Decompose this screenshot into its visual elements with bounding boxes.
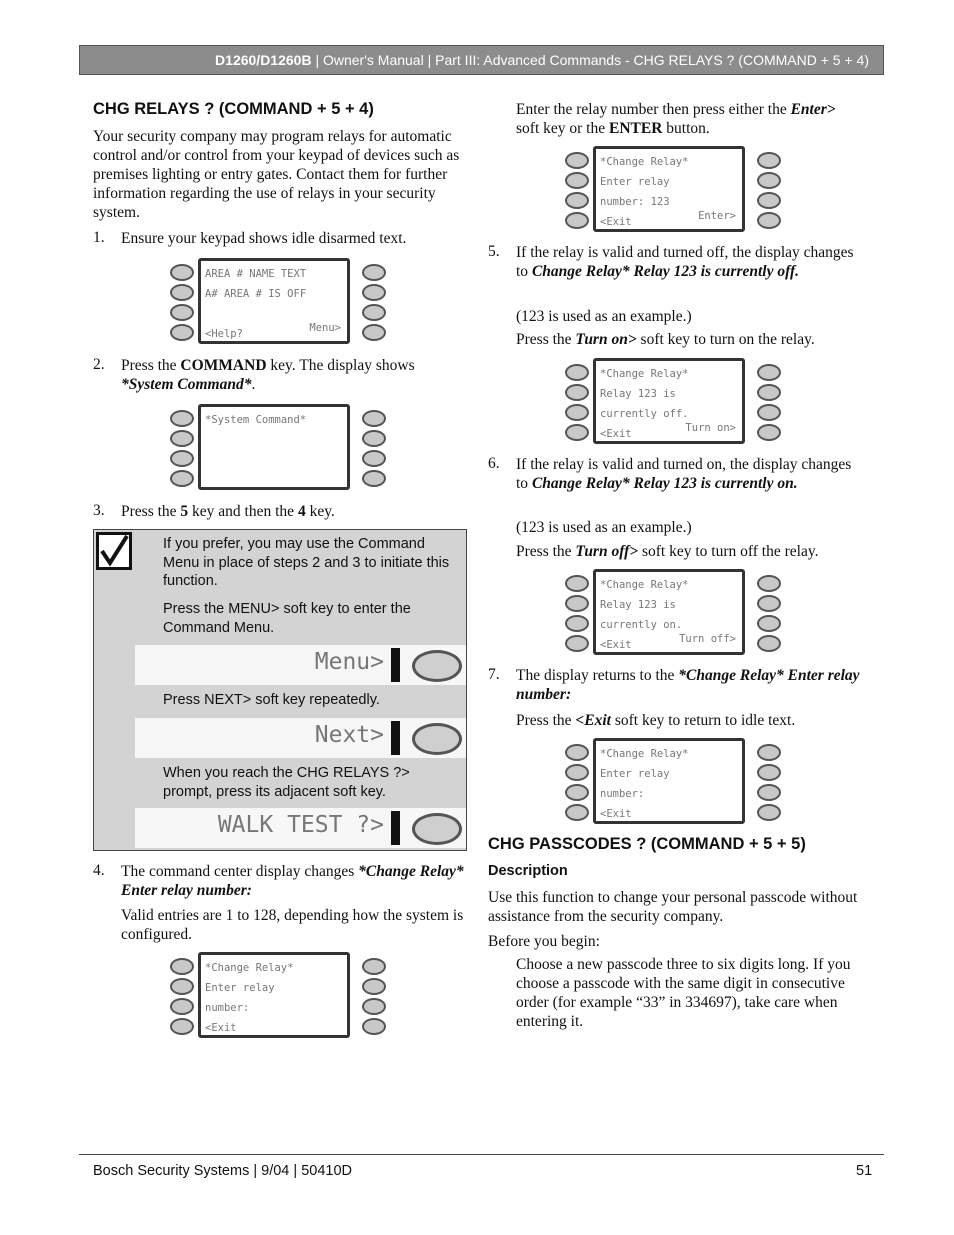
left-soft-key-3[interactable] [170,450,194,467]
step-3-text: Press the 5 key and then the 4 key. [121,503,335,520]
left-soft-key-3[interactable] [565,192,589,209]
keypad-display-idle [170,258,392,350]
lcd-screen [593,358,745,444]
note-text-1: If you prefer, you may use the Command Menu in place of steps 2 and 3 to initiate this function. [163,536,450,589]
right-soft-key-3[interactable] [362,998,386,1015]
left-soft-key-3[interactable] [565,404,589,421]
menu-label: Menu> [314,649,384,675]
intro-paragraph: Your security company may program relays for automatic control and/or control from your keypad of devices such as premises lighting or entry gates. Contact them for further information regarding the use of relays in your security system. [93,128,460,221]
step-number: 3. [93,502,105,519]
left-soft-key-2[interactable] [170,978,194,995]
right-soft-key-2[interactable] [362,978,386,995]
lcd-line [205,450,343,470]
lcd-screen [593,146,745,232]
lcd-line: *Change Relay* [205,962,294,974]
menu-softkey-strip [135,645,466,685]
left-soft-key-1[interactable] [565,364,589,381]
left-soft-key-2[interactable] [170,284,194,301]
right-soft-key-4[interactable] [362,470,386,487]
choose-passcode-text: Choose a new passcode three to six digits long. If you choose a passcode with the same digit in consecutive order (for example “33” in 334697), take care when entering it. [516,956,851,1030]
right-soft-key-1[interactable] [757,744,781,761]
step-7-text: The display returns to the *Change Relay* Enter relay number: [516,667,860,703]
section-title-chg-relays: CHG RELAYS ? (COMMAND + 5 + 4) [93,100,374,118]
right-soft-key-2[interactable] [362,284,386,301]
left-soft-key-4[interactable] [170,1018,194,1035]
lcd-screen [198,258,350,344]
lcd-line: *System Command* [205,414,307,426]
lcd-line [205,430,343,450]
right-soft-key-2[interactable] [362,430,386,447]
left-soft-key-1[interactable] [565,152,589,169]
left-soft-key-3[interactable] [170,304,194,321]
example-note: (123 is used as an example.) [516,519,692,536]
next-softkey-strip [135,718,466,758]
lcd-line [205,470,343,490]
left-soft-key-1[interactable] [565,575,589,592]
left-soft-key-4[interactable] [565,635,589,652]
lcd-softkey-label: Enter> [698,210,736,222]
lcd-line: Enter relay [600,176,670,188]
lcd-line: Relay 123 is [600,388,676,400]
right-soft-key-1[interactable] [362,264,386,281]
right-soft-key-2[interactable] [757,764,781,781]
step-number: 5. [488,243,500,260]
left-soft-key-3[interactable] [170,998,194,1015]
right-soft-key-2[interactable] [757,172,781,189]
lcd-line: A# AREA # IS OFF [205,288,307,300]
right-soft-key-4[interactable] [757,424,781,441]
left-soft-key-1[interactable] [170,264,194,281]
header-model: D1260/D1260B [215,52,312,68]
lcd-screen [198,952,350,1038]
right-soft-key-4[interactable] [362,324,386,341]
step-2-text: Press the COMMAND key. The display shows *System Command*. [121,357,415,393]
footer-rule [79,1154,884,1155]
right-soft-key-1[interactable] [362,958,386,975]
cursor-bar [391,648,400,682]
right-soft-key-3[interactable] [362,450,386,467]
lcd-line: Relay 123 is [600,599,676,611]
note-text-2: Press the MENU> soft key to enter the Command Menu. [163,601,411,636]
lcd-line: AREA # NAME TEXT [205,268,307,280]
right-soft-key-1[interactable] [757,152,781,169]
right-soft-key-3[interactable] [757,615,781,632]
lcd-line: number: [205,1002,250,1014]
keypad-display-enter-123 [565,146,787,238]
step-1-text: Ensure your keypad shows idle disarmed text. [121,230,407,247]
example-note: (123 is used as an example.) [516,308,692,325]
step-number: 2. [93,356,105,373]
lcd-line: <Exit [600,428,632,440]
turn-off-text: Press the Turn off> soft key to turn off the relay. [516,543,819,560]
header-text: | Owner's Manual | Part III: Advanced Commands - CHG RELAYS ? (COMMAND + 5 + 4) [311,52,869,68]
left-soft-key-4[interactable] [565,424,589,441]
step-4-valid-entries: Valid entries are 1 to 128, depending how the system is configured. [121,907,464,943]
lcd-line: number: 123 [600,196,670,208]
right-soft-key-4[interactable] [757,212,781,229]
step-4-text: The command center display changes *Change Relay* Enter relay number: [121,863,464,899]
left-soft-key-3[interactable] [565,784,589,801]
lcd-line: <Exit [600,808,632,820]
left-soft-key-1[interactable] [170,958,194,975]
walk-test-softkey-strip [135,808,466,848]
page-number: 51 [856,1163,873,1179]
lcd-line: *Change Relay* [600,368,689,380]
lcd-line: *Change Relay* [600,156,689,168]
walk-test-soft-key[interactable] [412,813,462,845]
left-soft-key-4[interactable] [565,804,589,821]
left-soft-key-3[interactable] [565,615,589,632]
left-soft-key-2[interactable] [170,430,194,447]
lcd-line: Enter relay [205,982,275,994]
lcd-line: currently on. [600,619,683,631]
keypad-display-relay-on [565,569,787,661]
lcd-line: Enter relay [600,768,670,780]
step-6-text: If the relay is valid and turned on, the display changes to Change Relay* Relay 123 is currently on. [516,456,852,492]
lcd-softkey-label: Turn on> [685,422,736,434]
left-soft-key-4[interactable] [565,212,589,229]
step-number: 7. [488,666,500,683]
note-text-3: Press NEXT> soft key repeatedly. [163,692,380,708]
lcd-screen [593,569,745,655]
right-soft-key-2[interactable] [757,384,781,401]
step-5-text: If the relay is valid and turned off, the display changes to Change Relay* Relay 123 is currently off. [516,244,854,280]
right-soft-key-3[interactable] [757,784,781,801]
turn-on-text: Press the Turn on> soft key to turn on the relay. [516,331,815,348]
right-soft-key-1[interactable] [757,575,781,592]
next-soft-key[interactable] [412,723,462,755]
right-soft-key-3[interactable] [757,404,781,421]
walk-test-label: WALK TEST ?> [217,812,384,838]
before-you-begin: Before you begin: [488,933,600,950]
lcd-screen [593,738,745,824]
section-title-chg-passcodes: CHG PASSCODES ? (COMMAND + 5 + 5) [488,835,806,853]
lcd-line: currently off. [600,408,689,420]
right-soft-key-1[interactable] [757,364,781,381]
step-number: 4. [93,862,105,879]
description-heading: Description [488,863,568,879]
left-soft-key-1[interactable] [170,410,194,427]
lcd-line: *Change Relay* [600,748,689,760]
note-text-4: When you reach the CHG RELAYS ?> prompt, press its adjacent soft key. [163,765,410,800]
lcd-softkey-label: Menu> [309,322,341,334]
cursor-bar [391,721,400,755]
checkmark-icon [96,532,132,570]
lcd-line: *Change Relay* [600,579,689,591]
cursor-bar [391,811,400,845]
lcd-line: <Help? [205,328,243,340]
next-label: Next> [314,722,384,748]
left-soft-key-2[interactable] [565,595,589,612]
left-soft-key-4[interactable] [170,324,194,341]
description-text: Use this function to change your personal passcode without assistance from the security company. [488,889,858,925]
lcd-screen [198,404,350,490]
lcd-line: <Exit [205,1022,237,1034]
lcd-line: <Exit [600,216,632,228]
lcd-line: <Exit [600,639,632,651]
left-soft-key-2[interactable] [565,384,589,401]
step-number: 6. [488,455,500,472]
keypad-display-relay-off [565,358,787,450]
right-soft-key-4[interactable] [757,804,781,821]
right-soft-key-4[interactable] [757,635,781,652]
right-soft-key-2[interactable] [757,595,781,612]
menu-soft-key[interactable] [412,650,462,682]
keypad-display-return [565,738,787,830]
exit-text: Press the <Exit soft key to return to idle text. [516,712,796,729]
lcd-softkey-label: Turn off> [679,633,736,645]
right-soft-key-3[interactable] [362,304,386,321]
lcd-line: number: [600,788,645,800]
footer-text: Bosch Security Systems | 9/04 | 50410D [93,1163,352,1179]
keypad-display-enter-relay [170,952,392,1044]
left-soft-key-2[interactable] [565,172,589,189]
left-soft-key-2[interactable] [565,764,589,781]
left-soft-key-1[interactable] [565,744,589,761]
header-bar [79,45,884,75]
right-soft-key-1[interactable] [362,410,386,427]
left-soft-key-4[interactable] [170,470,194,487]
right-soft-key-3[interactable] [757,192,781,209]
right-soft-key-4[interactable] [362,1018,386,1035]
step-number: 1. [93,229,105,246]
keypad-display-system-command [170,404,392,496]
enter-relay-text: Enter the relay number then press either the Enter> soft key or the ENTER button. [516,101,836,137]
